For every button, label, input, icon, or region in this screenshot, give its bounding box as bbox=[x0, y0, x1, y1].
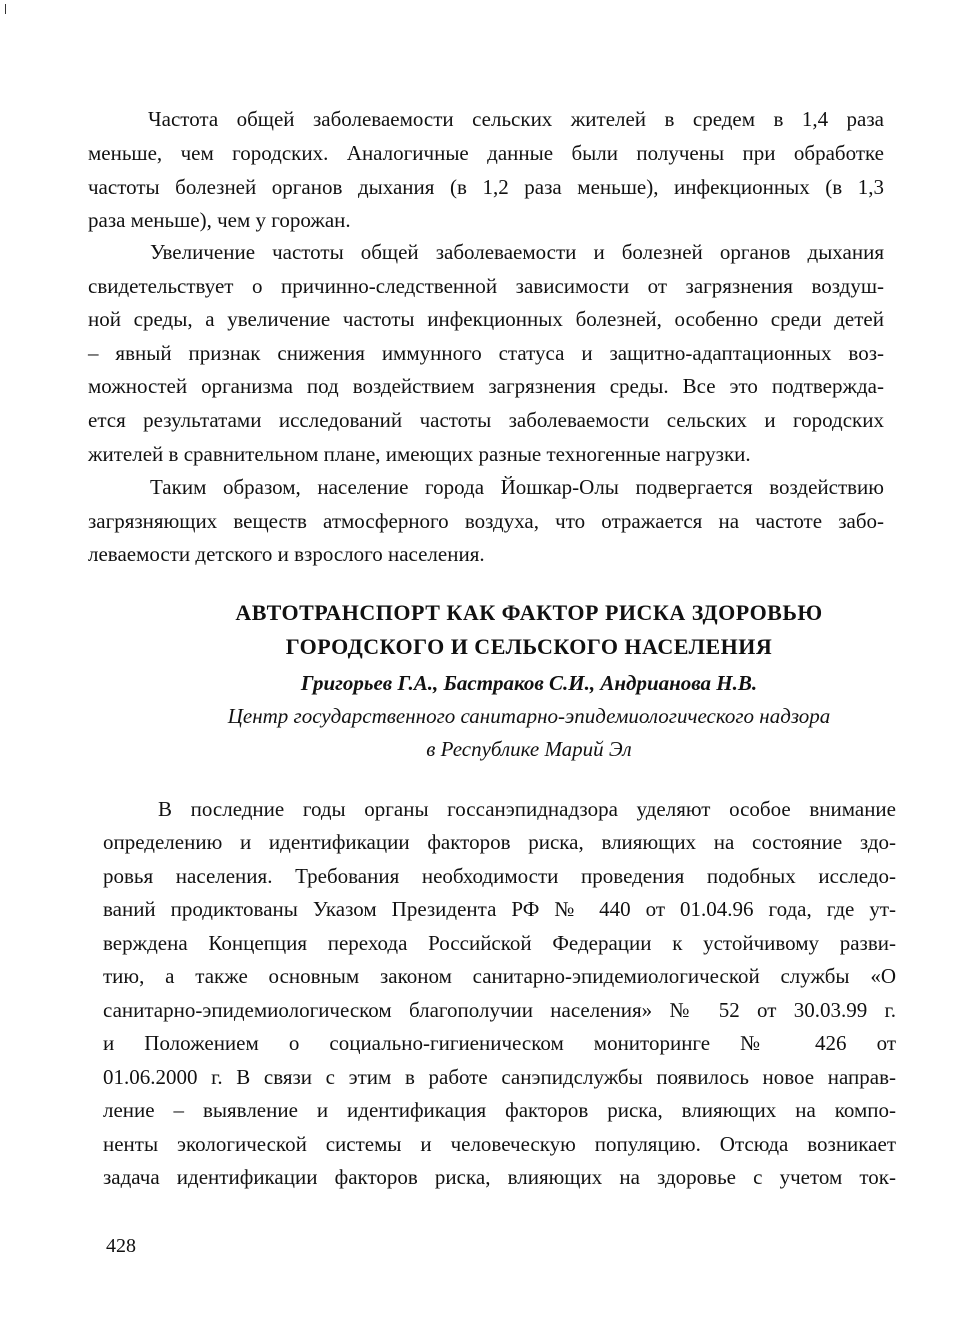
paragraph-2-line-3: ной среды, а увеличение частоты инфекционных болезней, особенно среди детей bbox=[88, 307, 884, 331]
page-number: 428 bbox=[106, 1235, 136, 1257]
paragraph-2-line-7: жителей в сравнительном плане, имеющих разные техногенные нагрузки. bbox=[88, 442, 751, 466]
paragraph-4-line-6: тию, а также основным законом санитарно-эпидемиологической службы «О bbox=[103, 964, 896, 988]
paragraph-4-line-10: ление – выявление и идентификация факторов риска, влияющих на компо- bbox=[103, 1098, 896, 1122]
paragraph-3-line-1: Таким образом, население города Йошкар-Олы подвергается воздействию bbox=[150, 475, 884, 499]
scan-mark bbox=[5, 4, 6, 14]
paragraph-2-line-6: ется результатами исследований частоты заболеваемости сельских и городских bbox=[88, 408, 884, 432]
paragraph-2-line-1: Увеличение частоты общей заболеваемости и болезней органов дыхания bbox=[150, 240, 884, 264]
article-authors: Григорьев Г.А., Бастраков С.И., Андрианова Н.В. bbox=[300, 671, 758, 695]
paragraph-2-line-4: – явный признак снижения иммунного статуса и защитно-адаптационных воз- bbox=[88, 341, 884, 365]
paragraph-4-line-3: ровья населения. Требования необходимости проведения подобных исследо- bbox=[103, 864, 896, 888]
article-title-line-2: ГОРОДСКОГО И СЕЛЬСКОГО НАСЕЛЕНИЯ bbox=[285, 634, 773, 659]
paragraph-4-line-11: ненты экологической системы и человеческую популяцию. Отсюда возникает bbox=[103, 1132, 896, 1156]
paragraph-2-line-5: можностей организма под воздействием загрязнения среды. Все это подтвержда- bbox=[88, 374, 884, 398]
paragraph-4-line-1: В последние годы органы госсанэпиднадзора уделяют особое внимание bbox=[158, 797, 896, 821]
paragraph-1-line-3: частоты болезней органов дыхания (в 1,2 раза меньше), инфекционных (в 1,3 bbox=[88, 175, 884, 199]
article-affiliation-line-1: Центр государственного санитарно-эпидемиологического надзора bbox=[227, 704, 831, 728]
paragraph-4-line-12: задача идентификации факторов риска, влияющих на здоровье с учетом ток- bbox=[103, 1165, 896, 1189]
paragraph-4-line-5: верждена Концепция перехода Российской Федерации к устойчивому разви- bbox=[103, 931, 896, 955]
article-affiliation-line-2: в Республике Марий Эл bbox=[426, 737, 632, 761]
article-title-line-1: АВТОТРАНСПОРТ КАК ФАКТОР РИСКА ЗДОРОВЬЮ bbox=[235, 600, 823, 625]
paragraph-1-line-2: меньше, чем городских. Аналогичные данные были получены при обработке bbox=[88, 141, 884, 165]
paragraph-4-line-9: 01.06.2000 г. В связи с этим в работе санэпидслужбы появилось новое направ- bbox=[103, 1065, 896, 1089]
paragraph-4-line-4: ваний продиктованы Указом Президента РФ № 440 от 01.04.96 года, где ут- bbox=[103, 897, 896, 921]
paragraph-4-line-8: и Положением о социально-гигиеническом мониторинге № 426 от bbox=[103, 1031, 896, 1055]
paragraph-4-line-2: определению и идентификации факторов риска, влияющих на состояние здо- bbox=[103, 830, 896, 854]
paragraph-3-line-2: загрязняющих веществ атмосферного воздуха, что отражается на частоте забо- bbox=[88, 509, 884, 533]
paragraph-1-line-1: Частота общей заболеваемости сельских жителей в средем в 1,4 раза bbox=[148, 107, 884, 131]
paragraph-2-line-2: свидетельствует о причинно-следственной зависимости от загрязнения воздуш- bbox=[88, 274, 884, 298]
paragraph-3-line-3: леваемости детского и взрослого населения. bbox=[88, 542, 485, 566]
paragraph-4-line-7: санитарно-эпидемиологическом благополучии населения» № 52 от 30.03.99 г. bbox=[103, 998, 896, 1022]
paragraph-1-line-4: раза меньше), чем у горожан. bbox=[88, 208, 351, 232]
